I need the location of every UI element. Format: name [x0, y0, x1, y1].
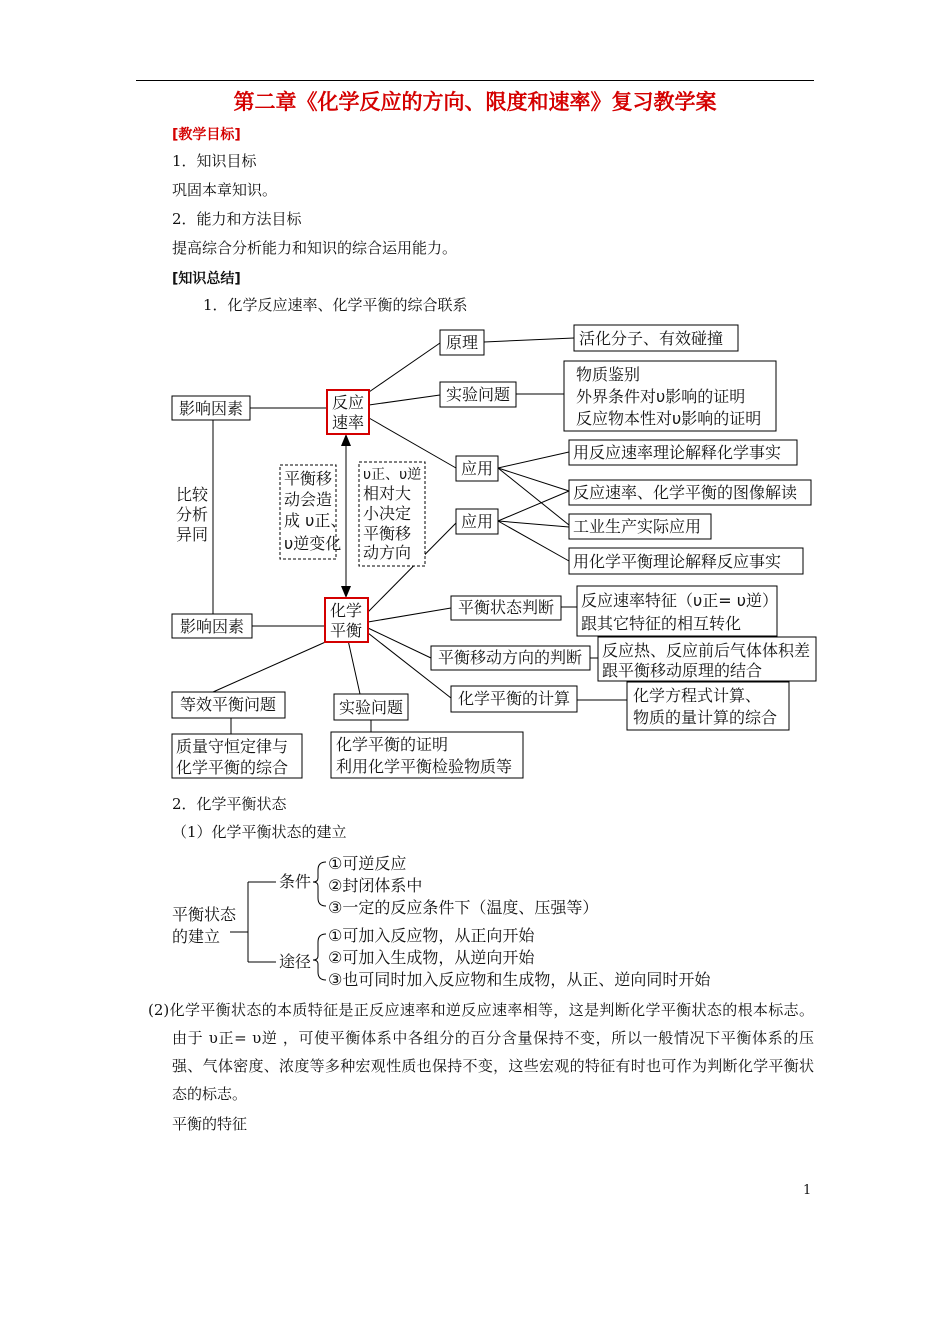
influence-bottom: 影响因素: [179, 617, 245, 636]
summary-item-1: 1．化学反应速率、化学平衡的综合联系: [203, 296, 468, 314]
influence-top: 影响因素: [178, 399, 244, 418]
calculation-box: 化学平衡的计算: [457, 689, 571, 708]
equilibrium-label-1: 化学: [329, 601, 363, 620]
relative-size-5: 动方向: [363, 543, 412, 562]
shift-effect-3: 成 υ正、: [284, 511, 347, 530]
principle-detail: 活化分子、有效碰撞: [579, 329, 724, 348]
root-1: 平衡状态: [172, 905, 237, 924]
section2-paragraph: (2)化学平衡状态的本质特征是正反应速率和逆反应速率相等，这是判断化学平衡状态的根本标志。由于 υ正= υ逆 ，可使平衡体系中各组分的百分含量保持不变，所以一般情况下平衡体系的压强、气体密度、浓度等多种宏观性质也保持不变，这些宏观的特征有时也可作为判断化学平衡状态的标志。: [148, 1001, 814, 1103]
goal-2-label: 2．能力和方法目标: [172, 210, 302, 228]
section2-heading: 2．化学平衡状态: [172, 795, 287, 813]
route-2: ②可加入生成物，从逆向开始: [328, 948, 535, 967]
shift-direction-detail-1: 反应热、反应前后气体体积差: [602, 641, 811, 660]
experiment-rate-detail-2: 外界条件对υ影响的证明: [576, 387, 746, 406]
application-2-box: 应用: [460, 512, 494, 531]
route-1: ①可加入反应物，从正向开始: [328, 926, 535, 945]
experiment-eq-detail-1: 化学平衡的证明: [336, 735, 449, 754]
condition-2: ②封闭体系中: [328, 876, 423, 895]
equivalent-box: 等效平衡问题: [179, 695, 277, 714]
app-item-2: 反应速率、化学平衡的图像解读: [573, 483, 798, 502]
section2-sub1: （1）化学平衡状态的建立: [172, 823, 347, 841]
experiment-eq-detail-2: 利用化学平衡检验物质等: [336, 757, 513, 776]
state-judge-box: 平衡状态判断: [457, 598, 555, 617]
state-judge-detail-1: 反应速率特征（υ正= υ逆）: [581, 591, 779, 610]
shift-effect-1: 平衡移: [284, 469, 333, 488]
shift-effect-4: υ逆变化: [284, 534, 342, 553]
application-1-box: 应用: [460, 459, 494, 478]
goal-1-label: 1．知识目标: [172, 152, 257, 170]
experiment-rate-detail-1: 物质鉴别: [576, 365, 641, 384]
page-number: 1: [803, 1183, 812, 1198]
equivalent-detail-2: 化学平衡的综合: [176, 758, 289, 777]
shift-effect-2: 动会造: [284, 490, 333, 509]
summary-heading: [知识总结]: [172, 271, 241, 287]
state-judge-detail-2: 跟其它特征的相互转化: [581, 614, 742, 633]
rate-label-2: 速率: [331, 413, 365, 432]
relative-size-2: 相对大: [363, 484, 412, 503]
route-3: ③也可同时加入反应物和生成物，从正、逆向同时开始: [328, 970, 711, 989]
condition-1: ①可逆反应: [328, 854, 407, 873]
goals-heading: [教学目标]: [172, 127, 241, 143]
shift-direction-detail-2: 跟平衡移动原理的结合: [602, 661, 763, 680]
shift-direction-box: 平衡移动方向的判断: [437, 648, 583, 667]
app-item-1: 用反应速率理论解释化学事实: [573, 443, 782, 462]
principle-box: 原理: [445, 333, 479, 352]
app-item-3: 工业生产实际应用: [573, 517, 702, 536]
experiment-rate-box: 实验问题: [445, 385, 511, 404]
goal-2-text: 提高综合分析能力和知识的综合运用能力。: [172, 239, 458, 257]
app-item-4: 用化学平衡理论解释反应事实: [573, 552, 782, 571]
equivalent-detail-1: 质量守恒定律与: [176, 737, 289, 756]
relative-size-3: 小决定: [363, 504, 412, 523]
route-label: 途径: [279, 952, 312, 971]
condition-3: ③一定的反应条件下（温度、压强等）: [328, 898, 599, 917]
calculation-detail-2: 物质的量计算的综合: [633, 708, 778, 727]
experiment-eq-box: 实验问题: [338, 698, 404, 717]
compare-3: 异同: [176, 525, 209, 544]
relative-size-4: 平衡移: [363, 524, 412, 543]
features-heading: 平衡的特征: [172, 1115, 248, 1133]
equilibrium-label-2: 平衡: [329, 621, 363, 640]
calculation-detail-1: 化学方程式计算、: [633, 686, 762, 705]
goal-1-text: 巩固本章知识。: [172, 181, 278, 199]
compare-2: 分析: [176, 505, 209, 524]
compare-1: 比较: [176, 485, 209, 504]
page-title: 第二章《化学反应的方向、限度和速率》复习教学案: [233, 90, 717, 114]
equilibrium-establishment-diagram: [0, 840, 950, 1000]
root-2: 的建立: [172, 927, 221, 946]
relative-size-1: υ正、υ逆: [363, 467, 422, 483]
rate-label-1: 反应: [331, 393, 365, 412]
condition-label: 条件: [279, 872, 312, 891]
experiment-rate-detail-3: 反应物本性对υ影响的证明: [576, 409, 762, 428]
